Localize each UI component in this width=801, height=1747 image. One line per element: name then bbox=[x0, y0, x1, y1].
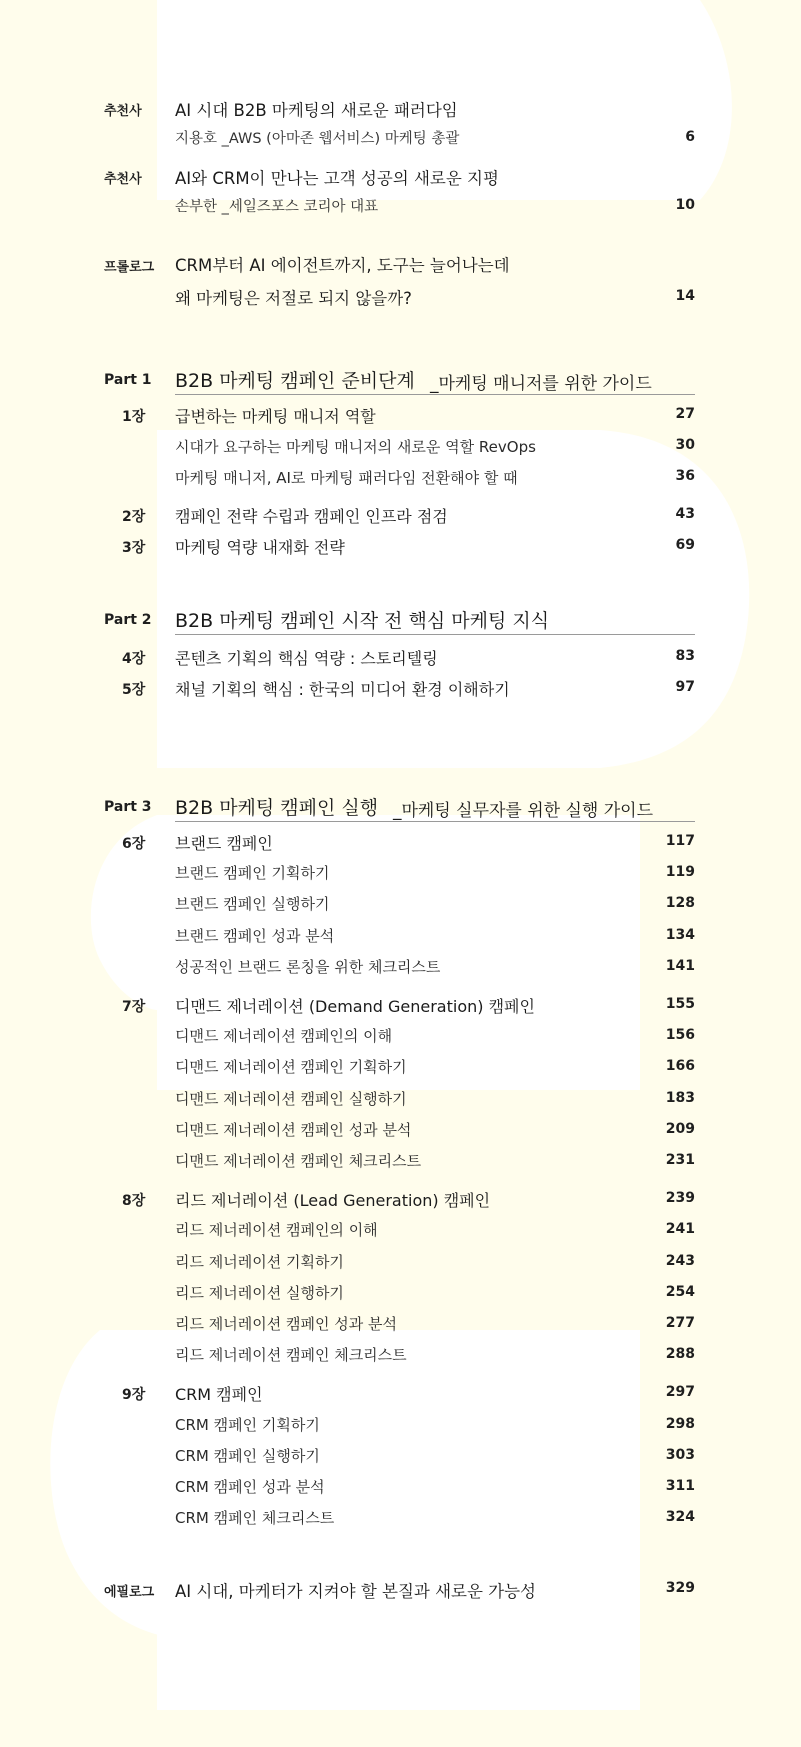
section-title: 시대가 요구하는 마케팅 매니저의 새로운 역할 RevOps bbox=[175, 438, 536, 456]
part-title[interactable]: B2B 마케팅 캠페인 준비단계 bbox=[175, 370, 415, 392]
page-number: 117 bbox=[665, 833, 695, 849]
page-number: 239 bbox=[665, 1190, 695, 1207]
chapter-number: 7장 bbox=[122, 999, 146, 1015]
entry-title: AI 시대, 마케터가 지켜야 할 본질과 새로운 가능성 bbox=[175, 1582, 536, 1601]
chapter-number: 6장 bbox=[122, 836, 146, 852]
page-number: 156 bbox=[665, 1027, 695, 1044]
part-divider bbox=[175, 634, 695, 635]
part-subtitle: _마케팅 매니저를 위한 가이드 bbox=[430, 374, 652, 394]
chapter-title: 급변하는 마케팅 매니저 역할 bbox=[175, 407, 376, 426]
chapter-number: 4장 bbox=[122, 651, 146, 667]
section-title: 마케팅 매니저, AI로 마케팅 패러다임 전환해야 할 때 bbox=[175, 469, 518, 487]
part-divider bbox=[175, 394, 695, 395]
page-number: 43 bbox=[675, 506, 695, 522]
section-title: CRM 캠페인 성과 분석 bbox=[175, 1478, 325, 1496]
page-number: 288 bbox=[665, 1346, 695, 1363]
chapter-title: 마케팅 역량 내재화 전략 bbox=[175, 538, 345, 557]
chapter-title: 캠페인 전략 수립과 캠페인 인프라 점검 bbox=[175, 507, 448, 526]
page-number: 134 bbox=[665, 926, 695, 943]
page-number: 97 bbox=[675, 679, 695, 695]
section-title: CRM 캠페인 기획하기 bbox=[175, 1415, 320, 1434]
entry-title: AI와 CRM이 만나는 고객 성공의 새로운 지평 bbox=[175, 169, 499, 188]
entry-label: 프롤로그 bbox=[104, 260, 155, 275]
section-title: CRM 캠페인 실행하기 bbox=[175, 1446, 320, 1465]
section-title: 성공적인 브랜드 론칭을 위한 체크리스트 bbox=[175, 957, 441, 976]
entry-label: 추천사 bbox=[104, 104, 142, 119]
page-number: 27 bbox=[675, 406, 695, 422]
part-label: Part 2 bbox=[104, 612, 152, 628]
page-number: 243 bbox=[665, 1252, 695, 1269]
entry-label: 에필로그 bbox=[104, 1585, 155, 1600]
page-number: 83 bbox=[675, 648, 695, 664]
page-number: 183 bbox=[665, 1089, 695, 1106]
page-number: 166 bbox=[665, 1058, 695, 1075]
section-title: 디맨드 제너레이션 캠페인 체크리스트 bbox=[175, 1152, 422, 1170]
section-title: 디맨드 제너레이션 캠페인 실행하기 bbox=[175, 1089, 407, 1108]
entry-label: 추천사 bbox=[104, 172, 142, 187]
page-number: 155 bbox=[665, 996, 695, 1012]
section-title: 리드 제너레이션 캠페인의 이해 bbox=[175, 1221, 378, 1240]
section-title: 리드 제너레이션 기획하기 bbox=[175, 1252, 344, 1271]
page-number: 311 bbox=[665, 1478, 695, 1494]
page-number: 30 bbox=[675, 437, 695, 453]
part-divider bbox=[175, 821, 695, 822]
page-number: 303 bbox=[665, 1446, 695, 1463]
part-subtitle: _마케팅 실무자를 위한 실행 가이드 bbox=[393, 801, 654, 821]
page-number: 69 bbox=[675, 537, 695, 553]
page-number: 324 bbox=[665, 1509, 695, 1526]
chapter-title: 채널 기획의 핵심 : 한국의 미디어 환경 이해하기 bbox=[175, 680, 510, 699]
section-title: 브랜드 캠페인 실행하기 bbox=[175, 895, 330, 914]
chapter-title: 디맨드 제너레이션 (Demand Generation) 캠페인 bbox=[175, 997, 535, 1016]
entry-subtitle: 손부한 _세일즈포스 코리아 대표 bbox=[175, 199, 379, 215]
chapter-number: 2장 bbox=[122, 509, 146, 525]
section-title: 디맨드 제너레이션 캠페인 성과 분석 bbox=[175, 1120, 412, 1139]
page-number: 36 bbox=[675, 468, 695, 484]
section-title: 브랜드 캠페인 기획하기 bbox=[175, 864, 330, 883]
entry-title: CRM부터 AI 에이전트까지, 도구는 늘어나는데 bbox=[175, 256, 510, 275]
page-number: 10 bbox=[675, 197, 695, 213]
part-title[interactable]: B2B 마케팅 캠페인 시작 전 핵심 마케팅 지식 bbox=[175, 610, 550, 632]
chapter-title: 리드 제너레이션 (Lead Generation) 캠페인 bbox=[175, 1191, 491, 1211]
section-title: 리드 제너레이션 캠페인 성과 분석 bbox=[175, 1315, 397, 1333]
section-title: CRM 캠페인 체크리스트 bbox=[175, 1509, 335, 1528]
chapter-number: 3장 bbox=[122, 540, 146, 556]
page-number: 14 bbox=[675, 288, 695, 304]
page-number: 298 bbox=[665, 1415, 695, 1432]
part-label: Part 3 bbox=[104, 799, 152, 815]
section-title: 디맨드 제너레이션 캠페인의 이해 bbox=[175, 1027, 393, 1046]
chapter-title: 콘텐츠 기획의 핵심 역량 : 스토리텔링 bbox=[175, 649, 438, 668]
section-title: 디맨드 제너레이션 캠페인 기획하기 bbox=[175, 1058, 407, 1077]
page-number: 241 bbox=[665, 1221, 695, 1238]
section-title: 리드 제너레이션 캠페인 체크리스트 bbox=[175, 1346, 407, 1365]
entry-title-line2: 왜 마케팅은 저절로 되지 않을까? bbox=[175, 289, 412, 308]
page-number: 209 bbox=[665, 1120, 695, 1137]
chapter-number: 8장 bbox=[122, 1193, 146, 1210]
page-number: 277 bbox=[665, 1315, 695, 1331]
page-number: 6 bbox=[685, 129, 695, 145]
chapter-number: 5장 bbox=[122, 682, 146, 698]
page-number: 297 bbox=[665, 1384, 695, 1401]
page-number: 329 bbox=[665, 1580, 695, 1596]
chapter-title: 브랜드 캠페인 bbox=[175, 834, 273, 853]
entry-title: AI 시대 B2B 마케팅의 새로운 패러다임 bbox=[175, 101, 458, 120]
part-label: Part 1 bbox=[104, 372, 152, 388]
chapter-title: CRM 캠페인 bbox=[175, 1385, 263, 1405]
page-number: 254 bbox=[665, 1283, 695, 1300]
part-title[interactable]: B2B 마케팅 캠페인 실행 bbox=[175, 797, 379, 819]
section-title: 리드 제너레이션 실행하기 bbox=[175, 1283, 344, 1302]
page-number: 119 bbox=[665, 864, 695, 881]
page-number: 128 bbox=[665, 895, 695, 912]
chapter-number: 9장 bbox=[122, 1387, 146, 1404]
section-title: 브랜드 캠페인 성과 분석 bbox=[175, 926, 335, 945]
page-number: 231 bbox=[665, 1152, 695, 1168]
entry-subtitle: 지용호 _AWS (아마존 웹서비스) 마케팅 총괄 bbox=[175, 131, 460, 147]
page-number: 141 bbox=[665, 957, 695, 974]
chapter-number: 1장 bbox=[122, 409, 146, 425]
